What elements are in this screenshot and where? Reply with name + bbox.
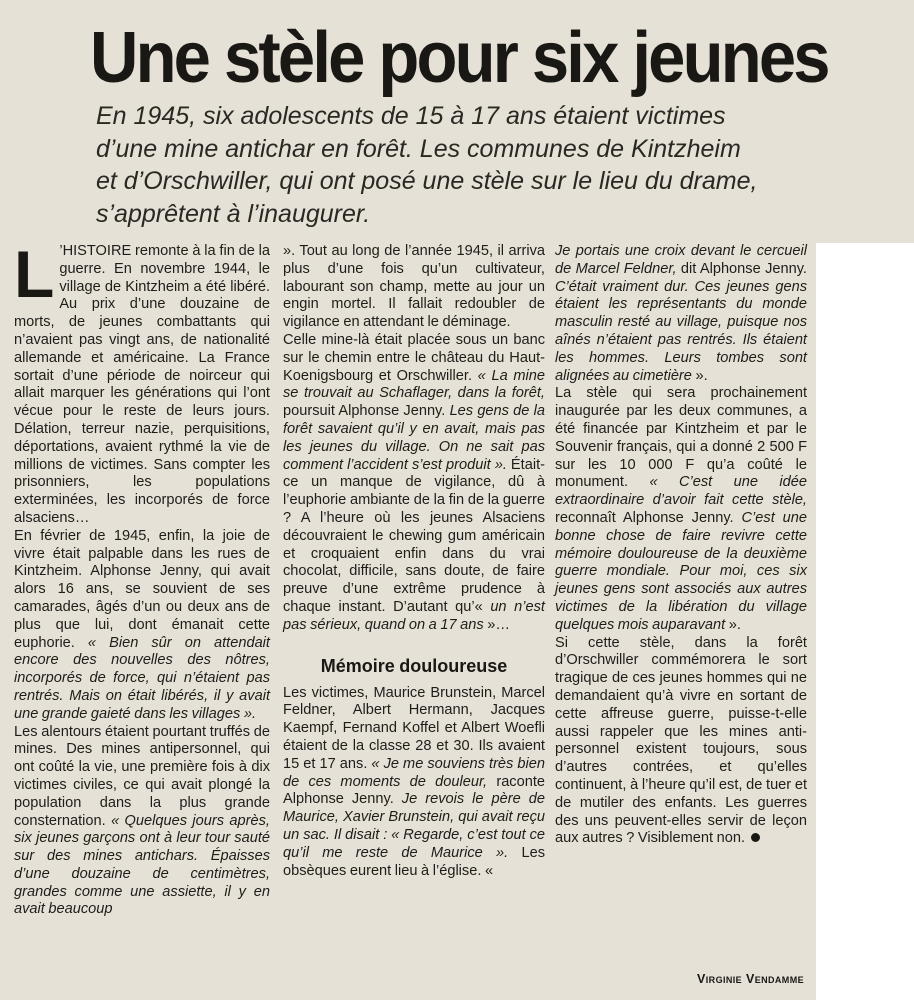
quote: Les gens de la forêt savaient qu’il y en avait, mais pas les jeunes du village. On ne sait pas comment l’accident s’est produit ». — [283, 403, 546, 473]
quote: Je revois le père de Maurice, Xavier Brunstein, qui avait reçu un sac. Il disait : « Regarde, c’est tout ce qu’il me reste de Maurice ». — [283, 791, 545, 861]
article-column-1 — [14, 237, 270, 919]
paragraph: Si cette stèle, dans la forêt d’Orschwiller commémorera le sort tragique de ces jeunes hommes qui ne demandaient qu’à vivre en sortant de cette affreuse guerre, puisse-t-elle aussi rappeler que les mines anti-personnel existent toujours, sous d’autres contrées, et qu’elles continuent, à l’heure qu’il est, de tuer et de mutiler des enfants. Les guerres des uns peuvent-elles servir de leçon aux autres ? Visiblement non. — [555, 634, 807, 847]
paragraph: L ’HISTOIRE remonte à la fin de la guerre. En novembre 1944, le village de Kintzheim a été libéré. Au prix d’une douzaine de morts, de jeunes combattants qui n’avaient pas vingt ans, de nationalité allemande et américaine. La France sortait d’une période de noirceur qui allait marquer les générations qui l’ont vécue pour le reste de leurs jours. Délation, terreur nazie, perquisitions, déportations, avaient rythmé la vie de millions de victimes. Sans compter les prisonniers, les populations exterminées, les incorporés de force alsaciens… — [14, 237, 270, 526]
end-of-article-bullet-icon — [751, 833, 760, 842]
quote: C’était vraiment dur. Ces jeunes gens étaient les représentants du monde masculin resté au village, puisque nos aînés n’étaient pas rentrés. Ils étaient les hommes. Leurs tombes sont alignées au cimetière — [555, 278, 807, 384]
quote: Je portais une croix devant le cercueil de Marcel Feldner, — [555, 243, 807, 277]
lead-line: d’une mine antichar en forêt. Les communes de Kintzheim — [96, 134, 741, 163]
clipping-cutout-margin — [816, 243, 914, 1000]
lead-line: s’apprêtent à l’inaugurer. — [96, 199, 371, 228]
article-byline: Virginie Vendamme — [697, 972, 804, 986]
paragraph: Celle mine-là était placée sous un banc sur le chemin entre le château du Haut-Koenigsbourg et Orschwiller. « La mine se trouvait au Schaflager, dans la forêt, poursuit Alphonse Jenny. Les gens de la forêt savaient qu’il y en avait, mais pas les jeunes du village. On ne sait pas comment l’accident s’est produit ». Était-ce un manque de vigilance, dû à l’euphorie ambiante de la fin de la guerre ? A l’heure où les jeunes Alsaciens découvraient le chewing gum américain et croquaient enfin dans du vrai chocolat, difficile, sans doute, de faire preuve d’une extrême prudence à chaque instant. D’autant qu’« un n’est pas sérieux, quand on a 17 ans »… — [283, 331, 546, 633]
paragraph: La stèle qui sera prochainement inaugurée par les deux communes, a été financée par Kintzheim et par le Souvenir français, qui a donné 2 500 F sur les 10 000 F qu’a coûté le monument. « C’est une idée extraordinaire d’avoir fait cette stèle, reconnaît Alphonse Jenny. C’est une bonne chose de faire revivre cette mémoire douloureuse de la deuxième guerre mondiale. Pour moi, ces six jeunes gens sont associés aux autres victimes de la libération du village quelques mois auparavant ». — [555, 385, 807, 633]
article-headline: Une stèle pour six jeunes — [90, 18, 828, 98]
paragraph: ». Tout au long de l’année 1945, il arriva plus d’une fois qu’un cultivateur, labourant son champ, mette au jour un engin mortel. Il fallait redoubler de vigilance en attendant le déminage. — [283, 243, 545, 331]
paragraph: Les alentours étaient pourtant truffés de mines. Des mines antipersonnel, qui ont coûté la vie, une première fois à dix victimes civiles, ce qui avait plongé la population dans la plus grande consternation. « Quelques jours après, six jeunes garçons ont à leur tour sauté sur des mines antichars. Épaisses d’une douzaine de centimètres, grandes comme une assiette, il y en avait beaucoup — [14, 723, 270, 918]
quote: « Bien sûr on attendait encore des nouvelles des nôtres, incorporés de force, qui n’étaient pas rentrés. Mais on était libérés, il y avait une grande gaieté dans les villages ». — [14, 634, 270, 722]
quote: un n’est pas sérieux, quand on a 17 ans — [283, 598, 545, 633]
paragraph — [555, 243, 807, 385]
quote: « Je me souviens très bien de ces moments de douleur, — [283, 755, 545, 790]
article-column-3 — [555, 243, 807, 848]
section-subhead: Mémoire douloureuse — [320, 655, 508, 676]
quote: « La mine se trouvait au Schaflager, dans la forêt, — [283, 367, 545, 402]
paragraph: Les victimes, Maurice Brunstein, Marcel Feldner, Albert Hermann, Jacques Kaempf, Fernand Koffel et Albert Woefli étaient de la classe 28 et 30. Ils avaient 15 et 17 ans. « Je me souviens très bien de ces moments de douleur, raconte Alphonse Jenny. Je revois le père de Maurice, Xavier Brunstein, qui avait reçu un sac. Il disait : « Regarde, c’est tout ce qu’il me reste de Maurice ». Les obsèques eurent lieu à l’église. « — [283, 684, 546, 879]
lead-line: En 1945, six adolescents de 15 à 17 ans étaient victimes — [96, 102, 726, 130]
text-run: dit Alphonse Jenny. — [676, 260, 807, 277]
article-column-2 — [283, 243, 545, 880]
quote: C’est une bonne chose de faire revivre cette mémoire douloureuse de la deuxième guerre mondiale. Pour moi, ces six jeunes gens sont associés aux autres victimes de la libération du village quelques mois auparavant — [555, 509, 807, 633]
text-run: ». — [691, 367, 708, 384]
drop-cap: L — [14, 237, 55, 311]
quote: « Quelques jours après, six jeunes garçons ont à leur tour sauté sur des mines antichars. Épaisses d’une douzaine de centimètres, grandes comme une assiette, il y en avait beaucoup — [14, 812, 270, 918]
paragraph: En février de 1945, enfin, la joie de vivre était palpable dans les rues de Kintzheim. Alphonse Jenny, qui avait alors 16 ans, se souvient de ses camarades, âgés d’un ou deux ans de plus que lui, dont émanait cette euphorie. « Bien sûr on attendait encore des nouvelles des nôtres, incorporés de force, qui n’étaient pas rentrés. Mais on était libérés, il y avait une grande gaieté dans les villages ». — [14, 527, 270, 722]
lead-line: et d’Orschwiller, qui ont posé une stèle sur le lieu du drame, — [96, 167, 758, 195]
quote: « C’est une idée extraordinaire d’avoir fait cette stèle, — [555, 474, 807, 509]
article-lead — [96, 100, 836, 230]
